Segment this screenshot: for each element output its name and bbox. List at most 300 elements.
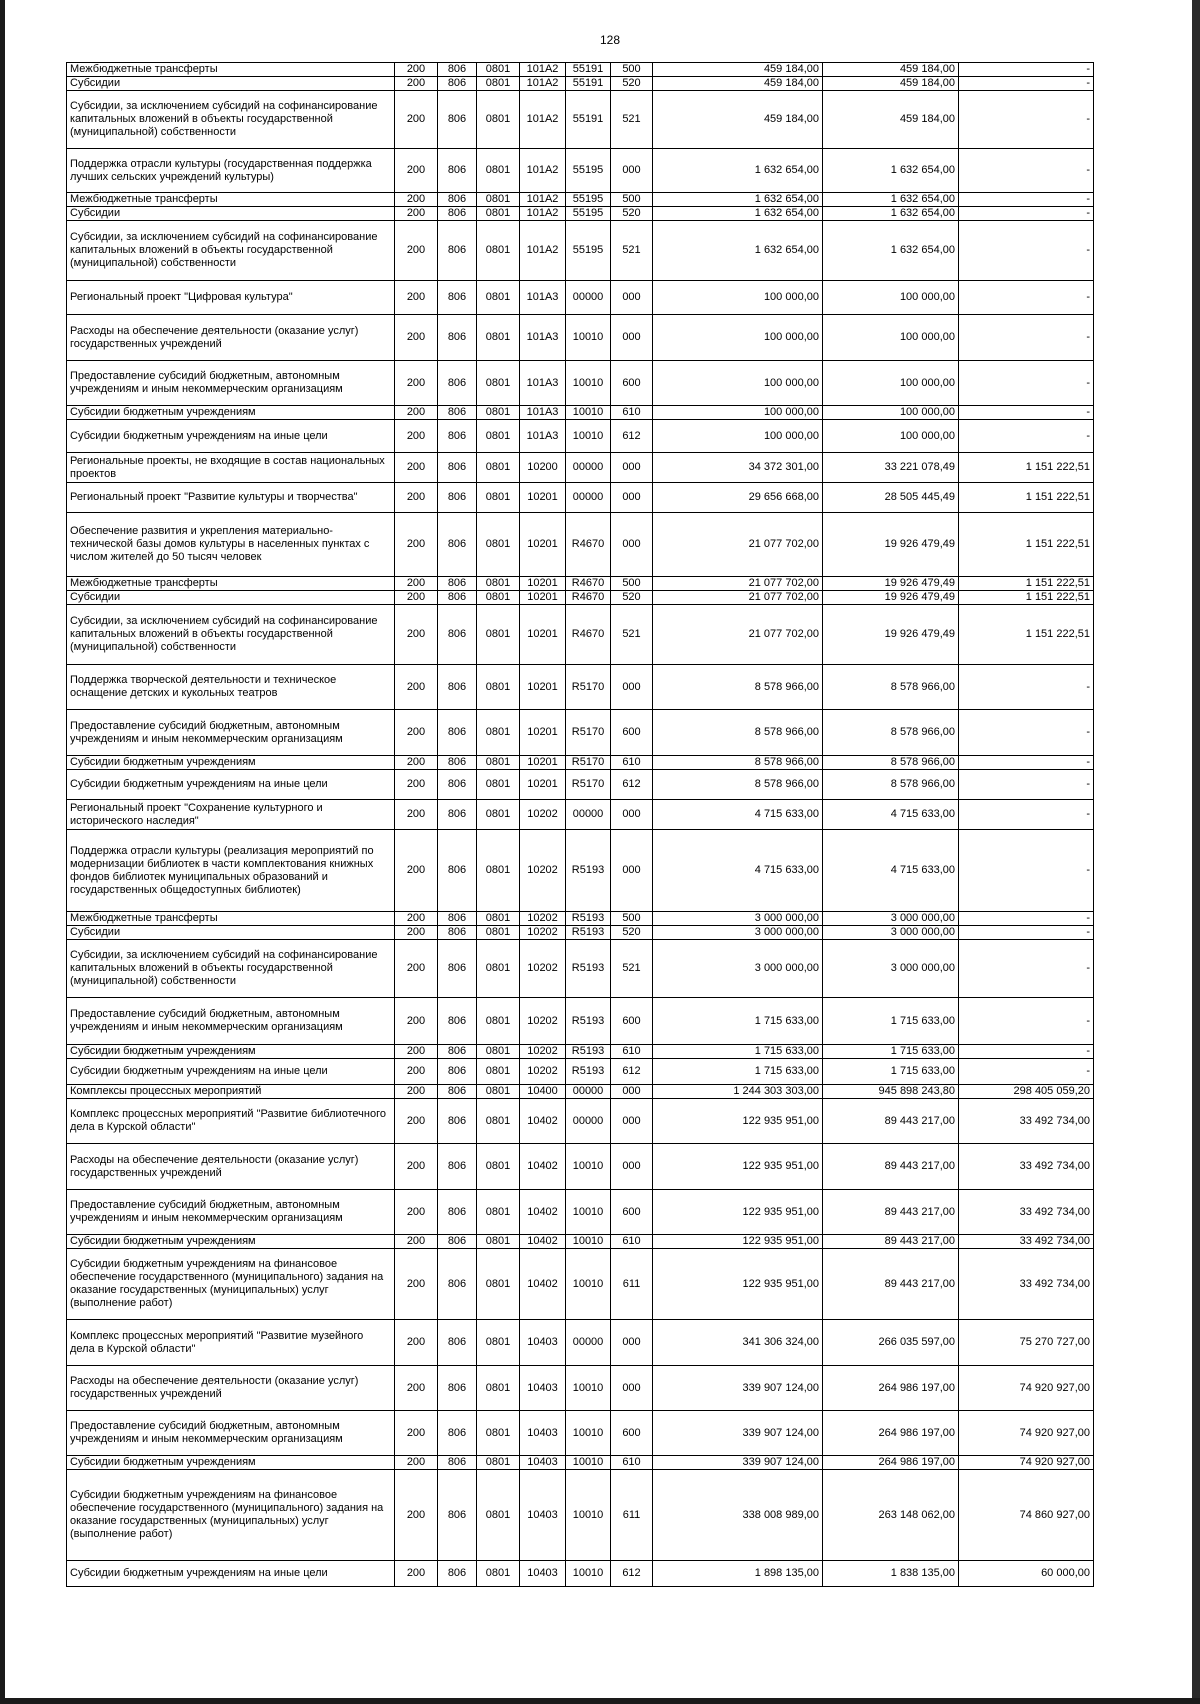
row-name-cell: Субсидии бюджетным учреждениям	[67, 1045, 395, 1059]
amount-1-cell: 459 184,00	[653, 77, 823, 91]
table-row	[67, 1456, 1094, 1470]
code-4-cell: 101А2	[520, 149, 566, 193]
code-4-cell: 101А2	[520, 77, 566, 91]
amount-2-cell: 1 838 135,00	[823, 1561, 959, 1587]
amount-3-cell: -	[959, 830, 1094, 912]
table-row	[67, 800, 1094, 830]
code-5-cell: 10010	[566, 1366, 611, 1411]
code-3-cell: 0801	[477, 193, 520, 207]
code-5-cell: 00000	[566, 281, 611, 315]
table-row	[67, 361, 1094, 406]
code-6-cell: 612	[611, 420, 653, 453]
code-6-cell: 500	[611, 63, 653, 77]
amount-2-cell: 8 578 966,00	[823, 710, 959, 756]
row-name-cell: Субсидии бюджетным учреждениям	[67, 756, 395, 770]
code-3-cell: 0801	[477, 281, 520, 315]
amount-1-cell: 29 656 668,00	[653, 483, 823, 513]
row-name-cell: Комплекс процессных мероприятий "Развитие библиотечного дела в Курской области"	[67, 1099, 395, 1144]
code-2-cell: 806	[438, 315, 477, 361]
code-2-cell: 806	[438, 1059, 477, 1085]
amount-3-cell: 74 920 927,00	[959, 1411, 1094, 1456]
amount-2-cell: 264 986 197,00	[823, 1411, 959, 1456]
amount-1-cell: 8 578 966,00	[653, 710, 823, 756]
code-4-cell: 10201	[520, 605, 566, 665]
code-1-cell: 200	[395, 1411, 438, 1456]
code-2-cell: 806	[438, 1366, 477, 1411]
scan-edge-bottom	[0, 1698, 1200, 1704]
code-2-cell: 806	[438, 361, 477, 406]
amount-2-cell: 100 000,00	[823, 315, 959, 361]
code-2-cell: 806	[438, 406, 477, 420]
code-3-cell: 0801	[477, 1235, 520, 1249]
code-3-cell: 0801	[477, 453, 520, 483]
amount-3-cell: 1 151 222,51	[959, 453, 1094, 483]
code-2-cell: 806	[438, 591, 477, 605]
code-1-cell: 200	[395, 710, 438, 756]
code-6-cell: 520	[611, 207, 653, 221]
budget-table-body	[67, 63, 1094, 1587]
amount-2-cell: 1 715 633,00	[823, 998, 959, 1045]
code-2-cell: 806	[438, 577, 477, 591]
code-3-cell: 0801	[477, 940, 520, 998]
code-4-cell: 101А2	[520, 91, 566, 149]
code-1-cell: 200	[395, 315, 438, 361]
code-4-cell: 101А3	[520, 315, 566, 361]
code-3-cell: 0801	[477, 577, 520, 591]
row-name-cell: Субсидии, за исключением субсидий на софинансирование капитальных вложений в объекты государственной (муниципальной) собственности	[67, 91, 395, 149]
code-4-cell: 101А2	[520, 193, 566, 207]
code-4-cell: 10402	[520, 1235, 566, 1249]
amount-3-cell: -	[959, 756, 1094, 770]
code-4-cell: 10201	[520, 665, 566, 710]
code-2-cell: 806	[438, 926, 477, 940]
code-1-cell: 200	[395, 361, 438, 406]
amount-1-cell: 1 632 654,00	[653, 221, 823, 281]
code-1-cell: 200	[395, 912, 438, 926]
code-1-cell: 200	[395, 577, 438, 591]
code-3-cell: 0801	[477, 315, 520, 361]
code-2-cell: 806	[438, 149, 477, 193]
row-name-cell: Межбюджетные трансферты	[67, 577, 395, 591]
code-4-cell: 10402	[520, 1190, 566, 1235]
amount-1-cell: 459 184,00	[653, 63, 823, 77]
amount-1-cell: 339 907 124,00	[653, 1366, 823, 1411]
amount-2-cell: 1 632 654,00	[823, 221, 959, 281]
code-6-cell: 612	[611, 1561, 653, 1587]
code-3-cell: 0801	[477, 998, 520, 1045]
code-2-cell: 806	[438, 483, 477, 513]
amount-1-cell: 8 578 966,00	[653, 665, 823, 710]
code-6-cell: 600	[611, 1411, 653, 1456]
table-row	[67, 830, 1094, 912]
code-1-cell: 200	[395, 1059, 438, 1085]
code-4-cell: 101А2	[520, 63, 566, 77]
code-5-cell: 55195	[566, 193, 611, 207]
row-name-cell: Поддержка творческой деятельности и техническое оснащение детских и кукольных театров	[67, 665, 395, 710]
amount-3-cell: 1 151 222,51	[959, 577, 1094, 591]
amount-2-cell: 19 926 479,49	[823, 605, 959, 665]
code-3-cell: 0801	[477, 221, 520, 281]
amount-1-cell: 4 715 633,00	[653, 830, 823, 912]
amount-3-cell: 33 492 734,00	[959, 1144, 1094, 1190]
table-row	[67, 998, 1094, 1045]
code-2-cell: 806	[438, 665, 477, 710]
code-2-cell: 806	[438, 91, 477, 149]
table-row	[67, 77, 1094, 91]
code-1-cell: 200	[395, 605, 438, 665]
table-row	[67, 1144, 1094, 1190]
table-row	[67, 912, 1094, 926]
row-name-cell: Субсидии	[67, 591, 395, 605]
row-name-cell: Субсидии бюджетным учреждениям на иные цели	[67, 420, 395, 453]
amount-2-cell: 19 926 479,49	[823, 513, 959, 577]
code-1-cell: 200	[395, 800, 438, 830]
amount-3-cell: -	[959, 1059, 1094, 1085]
code-5-cell: 10010	[566, 361, 611, 406]
row-name-cell: Региональный проект "Сохранение культурного и исторического наследия"	[67, 800, 395, 830]
amount-3-cell: 74 920 927,00	[959, 1366, 1094, 1411]
code-3-cell: 0801	[477, 420, 520, 453]
code-6-cell: 610	[611, 1456, 653, 1470]
code-6-cell: 521	[611, 605, 653, 665]
amount-3-cell: -	[959, 912, 1094, 926]
code-3-cell: 0801	[477, 800, 520, 830]
page-number: 128	[599, 33, 621, 47]
code-2-cell: 806	[438, 63, 477, 77]
row-name-cell: Комплекс процессных мероприятий "Развитие музейного дела в Курской области"	[67, 1320, 395, 1366]
code-5-cell: R5193	[566, 830, 611, 912]
amount-1-cell: 339 907 124,00	[653, 1456, 823, 1470]
code-6-cell: 500	[611, 193, 653, 207]
code-1-cell: 200	[395, 1235, 438, 1249]
code-5-cell: R5170	[566, 756, 611, 770]
amount-2-cell: 89 443 217,00	[823, 1235, 959, 1249]
code-4-cell: 10201	[520, 756, 566, 770]
code-3-cell: 0801	[477, 77, 520, 91]
code-6-cell: 610	[611, 756, 653, 770]
table-row	[67, 1366, 1094, 1411]
code-1-cell: 200	[395, 665, 438, 710]
code-2-cell: 806	[438, 1045, 477, 1059]
row-name-cell: Поддержка отрасли культуры (государственная поддержка лучших сельских учреждений культуры)	[67, 149, 395, 193]
code-3-cell: 0801	[477, 1099, 520, 1144]
code-1-cell: 200	[395, 1366, 438, 1411]
code-1-cell: 200	[395, 63, 438, 77]
code-4-cell: 101А3	[520, 281, 566, 315]
table-row	[67, 63, 1094, 77]
code-3-cell: 0801	[477, 1059, 520, 1085]
code-4-cell: 10403	[520, 1411, 566, 1456]
row-name-cell: Субсидии	[67, 77, 395, 91]
table-row	[67, 483, 1094, 513]
row-name-cell: Расходы на обеспечение деятельности (оказание услуг) государственных учреждений	[67, 315, 395, 361]
code-2-cell: 806	[438, 605, 477, 665]
amount-3-cell: -	[959, 315, 1094, 361]
code-4-cell: 10402	[520, 1249, 566, 1320]
table-row	[67, 406, 1094, 420]
code-5-cell: R5170	[566, 770, 611, 800]
amount-2-cell: 1 632 654,00	[823, 149, 959, 193]
code-1-cell: 200	[395, 1190, 438, 1235]
row-name-cell: Региональный проект "Развитие культуры и творчества"	[67, 483, 395, 513]
code-6-cell: 000	[611, 149, 653, 193]
code-1-cell: 200	[395, 756, 438, 770]
code-6-cell: 000	[611, 315, 653, 361]
amount-1-cell: 100 000,00	[653, 315, 823, 361]
amount-1-cell: 100 000,00	[653, 281, 823, 315]
code-6-cell: 600	[611, 998, 653, 1045]
code-3-cell: 0801	[477, 1470, 520, 1561]
code-4-cell: 10202	[520, 830, 566, 912]
amount-2-cell: 100 000,00	[823, 281, 959, 315]
row-name-cell: Региональные проекты, не входящие в состав национальных проектов	[67, 453, 395, 483]
code-3-cell: 0801	[477, 513, 520, 577]
code-4-cell: 101А3	[520, 406, 566, 420]
amount-2-cell: 1 632 654,00	[823, 207, 959, 221]
code-2-cell: 806	[438, 77, 477, 91]
code-1-cell: 200	[395, 926, 438, 940]
amount-2-cell: 459 184,00	[823, 91, 959, 149]
code-5-cell: 00000	[566, 483, 611, 513]
code-4-cell: 101А3	[520, 420, 566, 453]
amount-2-cell: 89 443 217,00	[823, 1144, 959, 1190]
amount-1-cell: 3 000 000,00	[653, 940, 823, 998]
code-5-cell: R4670	[566, 577, 611, 591]
code-6-cell: 600	[611, 710, 653, 756]
code-3-cell: 0801	[477, 361, 520, 406]
budget-table	[66, 62, 1094, 1587]
amount-3-cell: -	[959, 361, 1094, 406]
amount-3-cell: -	[959, 926, 1094, 940]
amount-1-cell: 1 898 135,00	[653, 1561, 823, 1587]
code-5-cell: 55195	[566, 207, 611, 221]
code-1-cell: 200	[395, 207, 438, 221]
code-3-cell: 0801	[477, 710, 520, 756]
code-1-cell: 200	[395, 221, 438, 281]
code-5-cell: R5193	[566, 940, 611, 998]
code-1-cell: 200	[395, 513, 438, 577]
code-2-cell: 806	[438, 221, 477, 281]
code-1-cell: 200	[395, 1320, 438, 1366]
code-6-cell: 520	[611, 77, 653, 91]
table-row	[67, 1249, 1094, 1320]
code-6-cell: 521	[611, 940, 653, 998]
row-name-cell: Субсидии бюджетным учреждениям	[67, 1235, 395, 1249]
table-row	[67, 193, 1094, 207]
table-row	[67, 926, 1094, 940]
code-2-cell: 806	[438, 420, 477, 453]
code-3-cell: 0801	[477, 605, 520, 665]
code-1-cell: 200	[395, 1085, 438, 1099]
code-6-cell: 521	[611, 221, 653, 281]
code-4-cell: 101А2	[520, 221, 566, 281]
code-6-cell: 611	[611, 1249, 653, 1320]
code-4-cell: 10201	[520, 577, 566, 591]
amount-3-cell: 1 151 222,51	[959, 605, 1094, 665]
code-4-cell: 10202	[520, 912, 566, 926]
row-name-cell: Расходы на обеспечение деятельности (оказание услуг) государственных учреждений	[67, 1366, 395, 1411]
code-5-cell: 10010	[566, 1561, 611, 1587]
code-4-cell: 10202	[520, 940, 566, 998]
amount-1-cell: 459 184,00	[653, 91, 823, 149]
code-2-cell: 806	[438, 912, 477, 926]
row-name-cell: Субсидии, за исключением субсидий на софинансирование капитальных вложений в объекты государственной (муниципальной) собственности	[67, 221, 395, 281]
code-6-cell: 000	[611, 453, 653, 483]
code-2-cell: 806	[438, 940, 477, 998]
code-4-cell: 10403	[520, 1456, 566, 1470]
table-row	[67, 756, 1094, 770]
code-4-cell: 10403	[520, 1320, 566, 1366]
code-2-cell: 806	[438, 1144, 477, 1190]
amount-1-cell: 34 372 301,00	[653, 453, 823, 483]
table-row	[67, 1235, 1094, 1249]
amount-1-cell: 100 000,00	[653, 420, 823, 453]
code-2-cell: 806	[438, 830, 477, 912]
row-name-cell: Субсидии бюджетным учреждениям на финансовое обеспечение государственного (муниципального) задания на оказание государственных (муниципальных) услуг (выполнение работ)	[67, 1249, 395, 1320]
amount-2-cell: 89 443 217,00	[823, 1249, 959, 1320]
amount-2-cell: 4 715 633,00	[823, 830, 959, 912]
amount-2-cell: 1 715 633,00	[823, 1059, 959, 1085]
code-4-cell: 101А3	[520, 361, 566, 406]
amount-3-cell: -	[959, 665, 1094, 710]
code-4-cell: 10200	[520, 453, 566, 483]
code-5-cell: R4670	[566, 605, 611, 665]
row-name-cell: Предоставление субсидий бюджетным, автономным учреждениям и иным некоммерческим организациям	[67, 710, 395, 756]
code-6-cell: 000	[611, 665, 653, 710]
code-4-cell: 10402	[520, 1144, 566, 1190]
amount-3-cell: 33 492 734,00	[959, 1235, 1094, 1249]
code-1-cell: 200	[395, 1099, 438, 1144]
code-3-cell: 0801	[477, 1561, 520, 1587]
code-6-cell: 000	[611, 1099, 653, 1144]
amount-1-cell: 122 935 951,00	[653, 1190, 823, 1235]
code-6-cell: 000	[611, 800, 653, 830]
amount-3-cell: -	[959, 91, 1094, 149]
table-row	[67, 149, 1094, 193]
code-5-cell: 00000	[566, 453, 611, 483]
row-name-cell: Комплексы процессных мероприятий	[67, 1085, 395, 1099]
code-5-cell: R5170	[566, 665, 611, 710]
code-1-cell: 200	[395, 998, 438, 1045]
code-4-cell: 10202	[520, 1045, 566, 1059]
amount-1-cell: 338 008 989,00	[653, 1470, 823, 1561]
table-row	[67, 1085, 1094, 1099]
code-2-cell: 806	[438, 1470, 477, 1561]
code-5-cell: 10010	[566, 1411, 611, 1456]
amount-3-cell: -	[959, 281, 1094, 315]
table-row	[67, 513, 1094, 577]
code-1-cell: 200	[395, 1470, 438, 1561]
code-1-cell: 200	[395, 91, 438, 149]
code-5-cell: 55191	[566, 91, 611, 149]
table-row	[67, 770, 1094, 800]
code-5-cell: 10010	[566, 1144, 611, 1190]
row-name-cell: Субсидии, за исключением субсидий на софинансирование капитальных вложений в объекты государственной (муниципальной) собственности	[67, 605, 395, 665]
amount-3-cell: 33 492 734,00	[959, 1190, 1094, 1235]
table-row	[67, 281, 1094, 315]
code-5-cell: 10010	[566, 1249, 611, 1320]
table-row	[67, 1045, 1094, 1059]
row-name-cell: Субсидии бюджетным учреждениям на финансовое обеспечение государственного (муниципального) задания на оказание государственных (муниципальных) услуг (выполнение работ)	[67, 1470, 395, 1561]
code-1-cell: 200	[395, 830, 438, 912]
code-3-cell: 0801	[477, 830, 520, 912]
code-5-cell: R5193	[566, 998, 611, 1045]
code-2-cell: 806	[438, 1320, 477, 1366]
table-row	[67, 1411, 1094, 1456]
code-4-cell: 10400	[520, 1085, 566, 1099]
table-row	[67, 1320, 1094, 1366]
amount-3-cell: 1 151 222,51	[959, 513, 1094, 577]
amount-3-cell: 1 151 222,51	[959, 591, 1094, 605]
amount-1-cell: 1 715 633,00	[653, 998, 823, 1045]
code-1-cell: 200	[395, 483, 438, 513]
amount-1-cell: 341 306 324,00	[653, 1320, 823, 1366]
code-5-cell: R5193	[566, 1045, 611, 1059]
code-1-cell: 200	[395, 1144, 438, 1190]
code-2-cell: 806	[438, 756, 477, 770]
code-3-cell: 0801	[477, 591, 520, 605]
code-6-cell: 000	[611, 1144, 653, 1190]
table-row	[67, 591, 1094, 605]
amount-1-cell: 4 715 633,00	[653, 800, 823, 830]
code-3-cell: 0801	[477, 1411, 520, 1456]
amount-3-cell: -	[959, 1045, 1094, 1059]
amount-3-cell: -	[959, 420, 1094, 453]
code-3-cell: 0801	[477, 1190, 520, 1235]
code-4-cell: 10201	[520, 710, 566, 756]
code-2-cell: 806	[438, 1561, 477, 1587]
amount-2-cell: 100 000,00	[823, 361, 959, 406]
code-6-cell: 600	[611, 1190, 653, 1235]
amount-3-cell: -	[959, 406, 1094, 420]
code-6-cell: 000	[611, 1320, 653, 1366]
code-5-cell: 00000	[566, 1085, 611, 1099]
amount-1-cell: 1 632 654,00	[653, 207, 823, 221]
code-6-cell: 000	[611, 830, 653, 912]
code-2-cell: 806	[438, 1249, 477, 1320]
code-1-cell: 200	[395, 591, 438, 605]
row-name-cell: Предоставление субсидий бюджетным, автономным учреждениям и иным некоммерческим организациям	[67, 998, 395, 1045]
code-6-cell: 610	[611, 406, 653, 420]
amount-2-cell: 263 148 062,00	[823, 1470, 959, 1561]
code-3-cell: 0801	[477, 406, 520, 420]
code-3-cell: 0801	[477, 1085, 520, 1099]
table-row	[67, 207, 1094, 221]
code-5-cell: 00000	[566, 1099, 611, 1144]
amount-2-cell: 89 443 217,00	[823, 1099, 959, 1144]
table-row	[67, 315, 1094, 361]
code-3-cell: 0801	[477, 1366, 520, 1411]
row-name-cell: Обеспечение развития и укрепления материально-технической базы домов культуры в населенных пунктах с числом жителей до 50 тысяч человек	[67, 513, 395, 577]
row-name-cell: Субсидии, за исключением субсидий на софинансирование капитальных вложений в объекты государственной (муниципальной) собственности	[67, 940, 395, 998]
code-4-cell: 10202	[520, 926, 566, 940]
code-2-cell: 806	[438, 1235, 477, 1249]
table-row	[67, 710, 1094, 756]
code-4-cell: 10202	[520, 1059, 566, 1085]
code-5-cell: 10010	[566, 420, 611, 453]
amount-1-cell: 21 077 702,00	[653, 605, 823, 665]
amount-1-cell: 21 077 702,00	[653, 513, 823, 577]
row-name-cell: Региональный проект "Цифровая культура"	[67, 281, 395, 315]
scan-edge-right	[1192, 0, 1200, 1704]
code-3-cell: 0801	[477, 1249, 520, 1320]
amount-1-cell: 100 000,00	[653, 406, 823, 420]
amount-2-cell: 8 578 966,00	[823, 770, 959, 800]
code-4-cell: 10403	[520, 1470, 566, 1561]
code-2-cell: 806	[438, 513, 477, 577]
code-1-cell: 200	[395, 1456, 438, 1470]
amount-1-cell: 100 000,00	[653, 361, 823, 406]
